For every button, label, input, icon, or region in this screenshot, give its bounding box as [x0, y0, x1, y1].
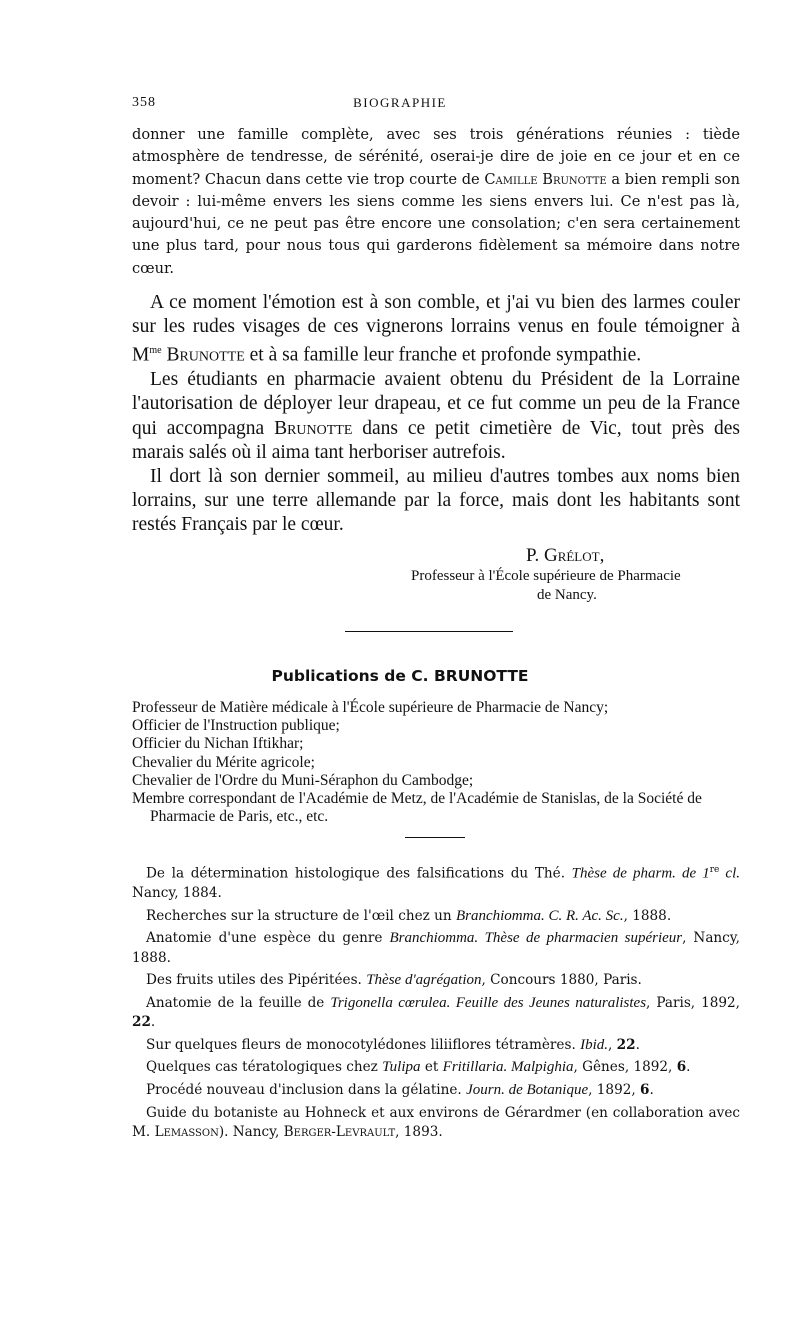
divider: [345, 631, 513, 632]
publication-entry: Quelques cas tératologiques chez Tulipa et Fritillaria. Malpighia, Gênes, 1892, 6.: [146, 1059, 691, 1076]
publication-entry: Sur quelques fleurs de monocotylédones liliiflores tétramères. Ibid., 22.: [146, 1036, 640, 1053]
page-number: 358: [132, 95, 156, 110]
publication-entry: Guide du botaniste au Hohneck et aux environs de Gérardmer (en collaboration avec M. Lemasson). Nancy, Berger-Levrault, 1893.: [132, 1104, 740, 1140]
publication-entry: Des fruits utiles des Pipéritées. Thèse d'agrégation, Concours 1880, Paris.: [146, 972, 642, 989]
honor-item: Officier du Nichan Iftikhar;: [132, 735, 304, 753]
honor-item: Membre correspondant de l'Académie de Metz, de l'Académie de Stanislas, de la Société de Pharmacie de Paris, etc., etc.: [132, 790, 702, 826]
publication-entry: Anatomie d'une espèce du genre Branchiomma. Thèse de pharmacien supérieur, Nancy, 1888.: [132, 930, 740, 966]
person-name: Camille Brunotte: [484, 170, 607, 188]
honor-item: Professeur de Matière médicale à l'École supérieure de Pharmacie de Nancy;: [132, 699, 609, 716]
publication-entry: Procédé nouveau d'inclusion dans la gélatine. Journ. de Botanique, 1892, 6.: [146, 1081, 654, 1098]
paragraph-1: donner une famille complète, avec ses trois générations réunies : tiède atmosphère de tendresse, de sérénité, oserai-je dire de joie en ce jour et en ce moment? Chacun dans cette vie trop courte de Camille Brunotte a bien rempli son devoir : lui-même envers les siens comme les siens envers lui. Ce n'est pas là, aujourd'hui, ce ne peut pas être encore une consolation; c'en sera certainement une plus tard, pour nous tous qui garderons fidèlement sa mémoire dans notre cœur.: [132, 126, 740, 277]
publications-heading: Publications de C. BRUNOTTE: [271, 667, 529, 685]
signature-name: P. Grélot,: [526, 545, 605, 566]
honors-list: [132, 699, 740, 826]
paragraph-4: Il dort là son dernier sommeil, au milieu d'autres tombes aux noms bien lorrains, sur une terre allemande par la force, mais dont les habitants sont restés Français par le cœur.: [132, 465, 740, 536]
publications-list: [132, 861, 740, 1146]
signature-title: Professeur à l'École supérieure de Pharmacie: [411, 568, 681, 584]
honor-item: Chevalier du Mérite agricole;: [132, 753, 315, 771]
signature-title-line-2: de Nancy.: [537, 587, 597, 603]
body-paragraphs: [132, 291, 740, 538]
divider-short: [405, 837, 465, 838]
paragraph-2: A ce moment l'émotion est à son comble, et j'ai vu bien des larmes couler sur les rudes visages de ces vignerons lorrains venus en foule témoigner à $M^{me}$ Brunotte et à sa famille leur franche et profonde sympathie.: [132, 292, 740, 366]
publication-entry: Anatomie de la feuille de Trigonella cœrulea. Feuille des Jeunes naturalistes, Paris, 1892, 22.: [132, 994, 741, 1031]
publication-entry: Recherches sur la structure de l'œil chez un Branchiomma. C. R. Ac. Sc., 1888.: [146, 907, 672, 924]
running-title: BIOGRAPHIE: [353, 95, 447, 110]
publication-entry: De la détermination histologique des falsifications du Thé. Thèse de pharm. de 1re cl. Nancy, 1884.: [132, 865, 741, 901]
honor-item: Officier de l'Instruction publique;: [132, 717, 340, 735]
honor-item: Chevalier de l'Ordre du Muni-Séraphon du Cambodge;: [132, 771, 474, 789]
paragraph-3: Les étudiants en pharmacie avaient obtenu du Président de la Lorraine l'autorisation de déployer leur drapeau, et ce fut comme un peu de la France qui accompagna Brunotte dans ce petit cimetière de Vic, tout près des marais salés où il aima tant herboriser autrefois.: [132, 369, 740, 463]
